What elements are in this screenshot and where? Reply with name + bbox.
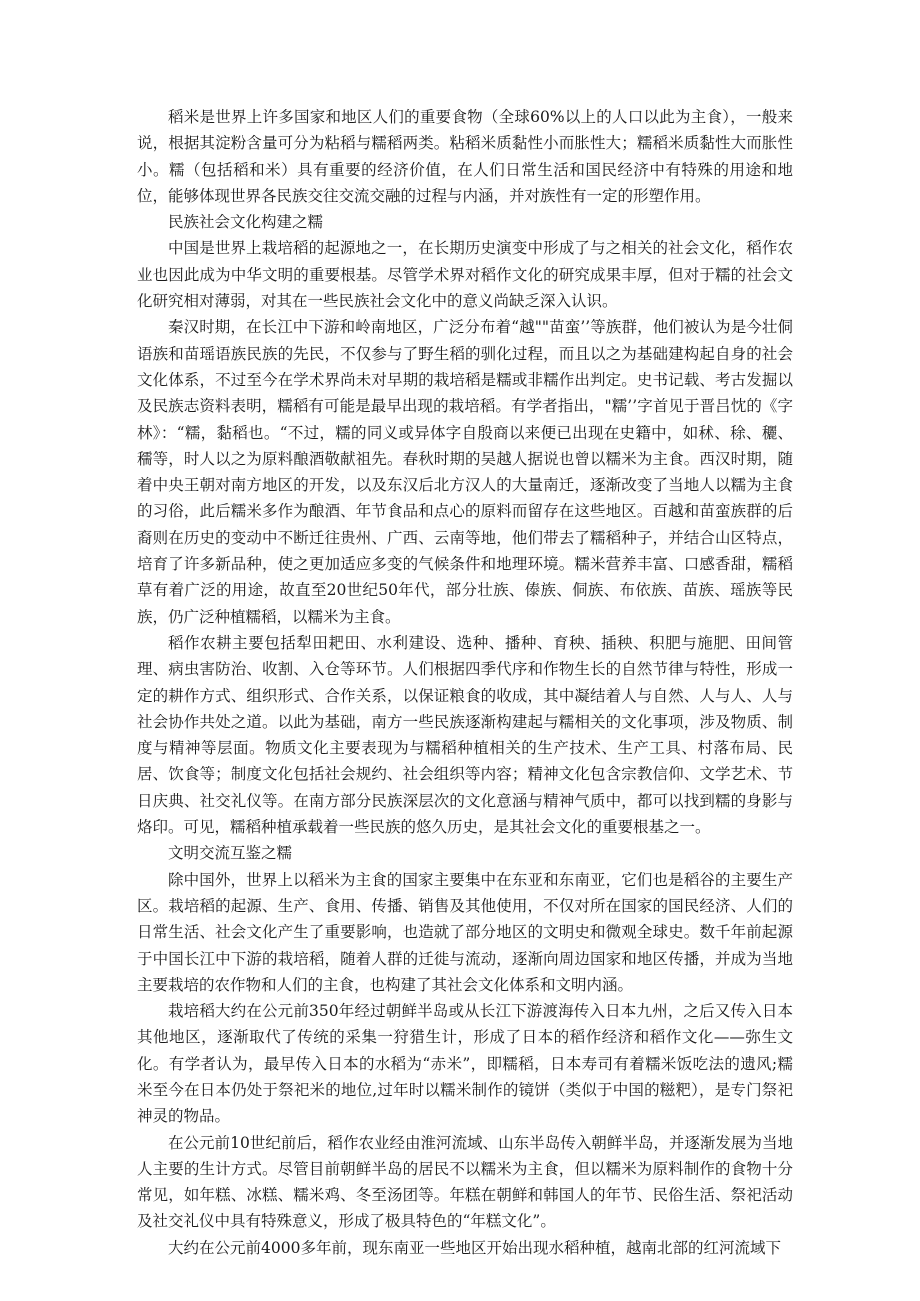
paragraph-southeast-asia: 大约在公元前4000多年前，现东南亚一些地区开始出现水稻种植，越南北部的红河流域下 xyxy=(168,1238,781,1257)
section-heading-ethnic: 民族社会文化构建之糯 xyxy=(168,213,324,232)
paragraph-qin-han: 秦汉时期，在长江中下游和岭南地区，广泛分布着“越""苗蛮’’等族群，他们被认为是今壮侗语族和苗瑶语族民族的先民，不仅参与了野生稻的驯化过程，而且以之为基础建构起自身的社会文化体系，不过至今在学术界尚未对早期的栽培稻是糯或非糯作出判定。史书记载、考古发掘以及民族志资料表明，糯稻有可能是最早出现的栽培稻。有学者指出，"糯’’字首见于晋吕忱的《字林》：“糯，黏稻也。“不过，糯的同义或异体字自殷商以来便已出现在史籍中，如秫、稌、穲、穤等，时人以之为原料酿酒敬献祖先。春秋时期的吴越人据说也曾以糯米为主食。西汉时期，随着中央王朝对南方地区的开发，以及东汉后北方汉人的大量南迁，逐渐改变了当地人以糯为主食的习俗，此后糯米多作为酿酒、年节食品和点心的原料而留存在这些地区。百越和苗蛮族群的后裔则在历史的变动中不断迁往贵州、广西、云南等地，他们带去了糯稻种子，并结合山区特点，培育了许多新品种，使之更加适应多变的气候条件和地理环境。糯米营养丰富、口感香甜，糯稻草有着广泛的用途，故直至20世纪50年代，部分壮族、傣族、侗族、布依族、苗族、瑶族等民族，仍广泛种植糯稻，以糯米为主食。 xyxy=(137,318,793,626)
document-body xyxy=(137,104,793,1261)
section-heading-exchange: 文明交流互鉴之糯 xyxy=(168,844,293,863)
paragraph-japan: 栽培稻大约在公元前350年经过朝鲜半岛或从长江下游渡海传入日本九州，之后又传入日本其他地区，逐渐取代了传统的采集一狩猎生计，形成了日本的稻作经济和稻作文化——弥生文化。有学者认为，最早传入日本的水稻为“赤米”，即糯稻，日本寿司有着糯米饭吃法的遗风;糯米至今在日本仍处于祭祀米的地位,过年时以糯米制作的镜饼（类似于中国的糍粑），是专门祭祀神灵的物品。 xyxy=(137,1002,793,1126)
paragraph-farming: 稻作农耕主要包括犁田耙田、水利建设、选种、播种、育秧、插秧、积肥与施肥、田间管理、病虫害防治、收割、入仓等环节。人们根据四季代序和作物生长的自然节律与特性，形成一定的耕作方式、组织形式、合作关系，以保证粮食的收成，其中凝结着人与自然、人与人、人与社会协作共处之道。以此为基础，南方一些民族逐渐构建起与糯相关的文化事项，涉及物质、制度与精神等层面。物质文化主要表现为与糯稻种植相关的生产技术、生产工具、村落布局、民居、饮食等；制度文化包括社会规约、社会组织等内容；精神文化包含宗教信仰、文学艺术、节日庆典、社交礼仪等。在南方部分民族深层次的文化意涵与精神气质中，都可以找到糯的身影与烙印。可见，糯稻种植承载着一些民族的悠久历史，是其社会文化的重要根基之一。 xyxy=(137,633,793,837)
paragraph-east-asia: 除中国外，世界上以稻米为主食的国家主要集中在东亚和东南亚，它们也是稻谷的主要生产区。栽培稻的起源、生产、食用、传播、销售及其他使用，不仅对所在国家的国民经济、人们的日常生活、社会文化产生了重要影响，也造就了部分地区的文明史和微观全球史。数千年前起源于中国长江中下游的栽培稻，随着人群的迁徙与流动，逐渐向周边国家和地区传播，并成为当地主要栽培的农作物和人们的主食，也构建了其社会文化体系和文明内涵。 xyxy=(137,870,793,994)
paragraph-intro: 稻米是世界上许多国家和地区人们的重要食物（全球60%以上的人口以此为主食），一般来说，根据其淀粉含量可分为粘稻与糯稻两类。粘稻米质黏性小而胀性大；糯稻米质黏性大而胀性小。糯（包括稻和米）具有重要的经济价值，在人们日常生活和国民经济中有特殊的用途和地位，能够体现世界各民族交往交流交融的过程与内涵，并对族性有一定的形塑作用。 xyxy=(137,108,793,205)
paragraph-korea: 在公元前10世纪前后，稻作农业经由淮河流域、山东半岛传入朝鲜半岛，并逐渐发展为当地人主要的生计方式。尽管目前朝鲜半岛的居民不以糯米为主食，但以糯米为原料制作的食物十分常见，如年糕、冰糕、糯米鸡、冬至汤团等。年糕在朝鲜和韩国人的年节、民俗生活、祭祀活动及社交礼仪中具有特殊意义，形成了极具特色的“年糕文化”。 xyxy=(137,1133,793,1231)
paragraph-origin: 中国是世界上栽培稻的起源地之一，在长期历史演变中形成了与之相关的社会文化，稻作农业也因此成为中华文明的重要根基。尽管学术界对稻作文化的研究成果丰厚，但对于糯的社会文化研究相对薄弱，对其在一些民族社会文化中的意义尚缺乏深入认识。 xyxy=(137,239,793,311)
